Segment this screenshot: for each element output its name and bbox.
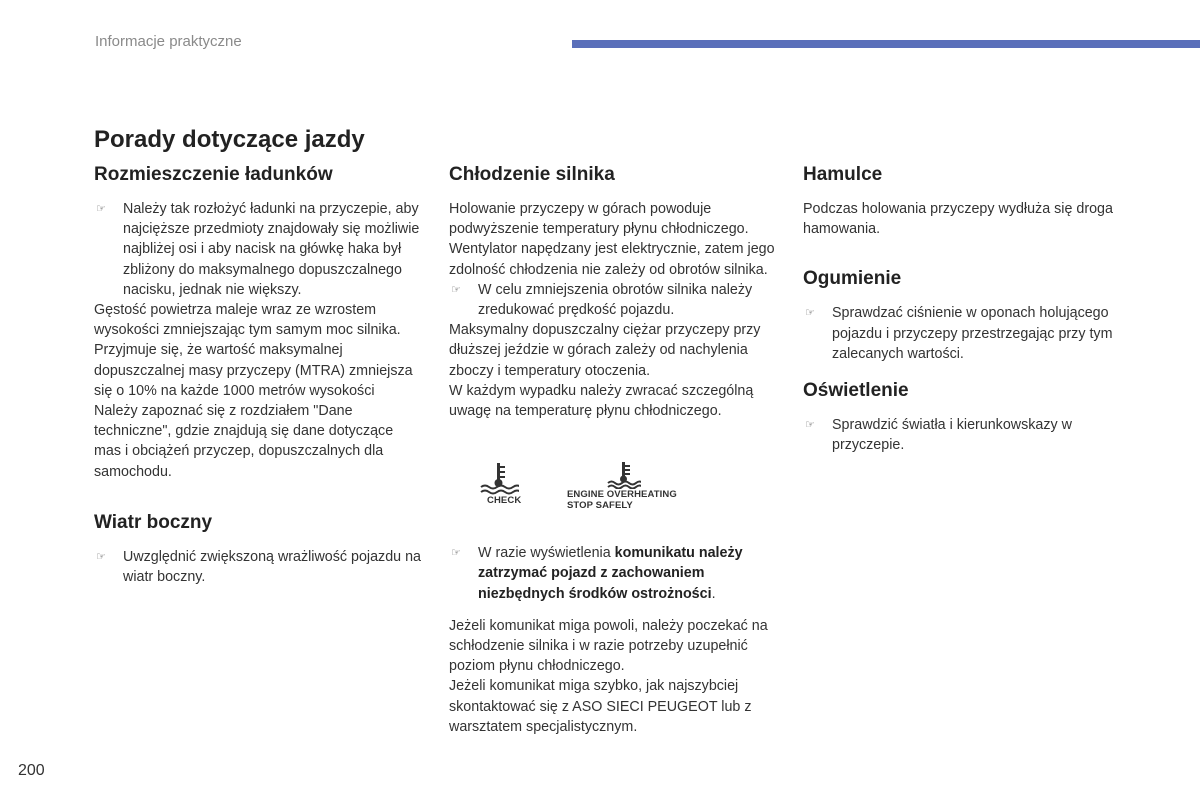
bullet-reduce-speed [449,280,784,320]
overheating-caption-line2: STOP SAFELY [567,500,633,512]
paragraph-blink-fast: Jeżeli komunikat miga szybko, jak najszybciej skontaktować się z ASO SIECI PEUGEOT lub z warsztatem specjalistycznym. [449,678,752,735]
paragraph-towing-mountains: Holowanie przyczepy w górach powoduje podwyższenie temperatury płynu chłodniczego. Wentylator napędzany jest elektrycznie, zatem jego zdolność chłodzenia nie zależy od obrotów silnika. [449,201,775,278]
column-middle [449,162,784,737]
pointing-hand-icon: ☞ [451,283,461,296]
paragraph-braking-distance: Podczas holowania przyczepy wydłuża się droga hamowania. [803,201,1113,238]
page-title: Porady dotyczące jazdy [94,126,365,153]
header-accent-bar [572,40,1200,48]
bullet-check-lights [803,415,1123,455]
pointing-hand-icon: ☞ [805,307,815,320]
paragraph-technical-data: Należy zapoznać się z rozdziałem "Dane techniczne", gdzie znajdują się dane dotyczące mas i obciążeń przyczep, dopuszczalnych dla samochodu. [94,403,394,480]
bullet-stop-vehicle [449,543,784,604]
heading-crosswind: Wiatr boczny [94,511,213,533]
warning-icons-row [479,461,784,521]
bullet-text-bold: komunikatu należy zatrzymać pojazd z zachowaniem niezbędnych środków ostrożności [478,545,743,602]
coolant-check-warning [479,461,539,506]
bullet-text: Sprawdzić światła i kierunkowskazy w przyczepie. [832,417,1072,454]
bullet-text-pre: W razie wyświetlenia [478,545,615,562]
check-caption: CHECK [487,495,522,507]
heading-brakes: Hamulce [803,164,883,185]
column-right [803,162,1123,455]
section-label: Informacje praktyczne [95,33,242,50]
bullet-text: Należy tak rozłożyć ładunki na przyczepie, aby najcięższe przedmioty znajdowały się możliwie najbliżej osi i aby nacisk na główkę haka był zbliżony do maksymalnego dopuszczalnego nacisku, jednak nie większy. [123,201,420,298]
engine-overheating-icon [607,461,641,489]
pointing-hand-icon: ☞ [451,547,461,560]
page-number: 200 [18,762,45,779]
pointing-hand-icon: ☞ [96,203,106,215]
bullet-text-post: . [711,585,716,602]
bullet-tyre-pressure [803,303,1123,364]
bullet-text: Uwzględnić zwiększoną wrażliwość pojazdu na wiatr boczny. [123,548,421,586]
pointing-hand-icon: ☞ [805,419,815,432]
coolant-temperature-icon [479,461,519,495]
paragraph-blink-slow: Jeżeli komunikat miga powoli, należy poczekać na schłodzenie silnika i w razie potrzeby uzupełnić poziom płynu chłodniczego. [449,617,768,675]
heading-tyres: Ogumienie [803,268,902,290]
engine-overheating-warning [567,461,687,511]
heading-engine-cooling: Chłodzenie silnika [449,164,615,185]
heading-load-distribution: Rozmieszczenie ładunków [94,164,333,185]
paragraph-max-weight: Maksymalny dopuszczalny ciężar przyczepy przy dłuższej jeździe w górach zależy od nachylenia zboczy i temperatury otoczenia. [449,322,761,379]
column-left [94,162,424,587]
heading-lights: Oświetlenie [803,380,909,402]
bullet-crosswind [94,547,424,587]
overheating-caption-line1: ENGINE OVERHEATING [567,489,677,501]
bullet-load-distribution [94,199,424,300]
paragraph-coolant-attention: W każdym wypadku należy zwracać szczególną uwagę na temperaturę płynu chłodniczego. [449,382,754,420]
paragraph-air-density: Gęstość powietrza maleje wraz ze wzrostem wysokości zmniejszając tym samym moc silnika. Przyjmuje się, że wartość maksymalnej dopuszczalnej masy przyczepy (MTRA) zmniejsza się o 10% na każde 1000 metrów wysokości [94,302,413,399]
pointing-hand-icon: ☞ [96,550,106,563]
bullet-text: Sprawdzać ciśnienie w oponach holującego pojazdu i przyczepy przestrzegając przy tym zalecanych wartości. [832,305,1113,362]
bullet-text: W celu zmniejszenia obrotów silnika należy zredukować prędkość pojazdu. [478,281,753,319]
